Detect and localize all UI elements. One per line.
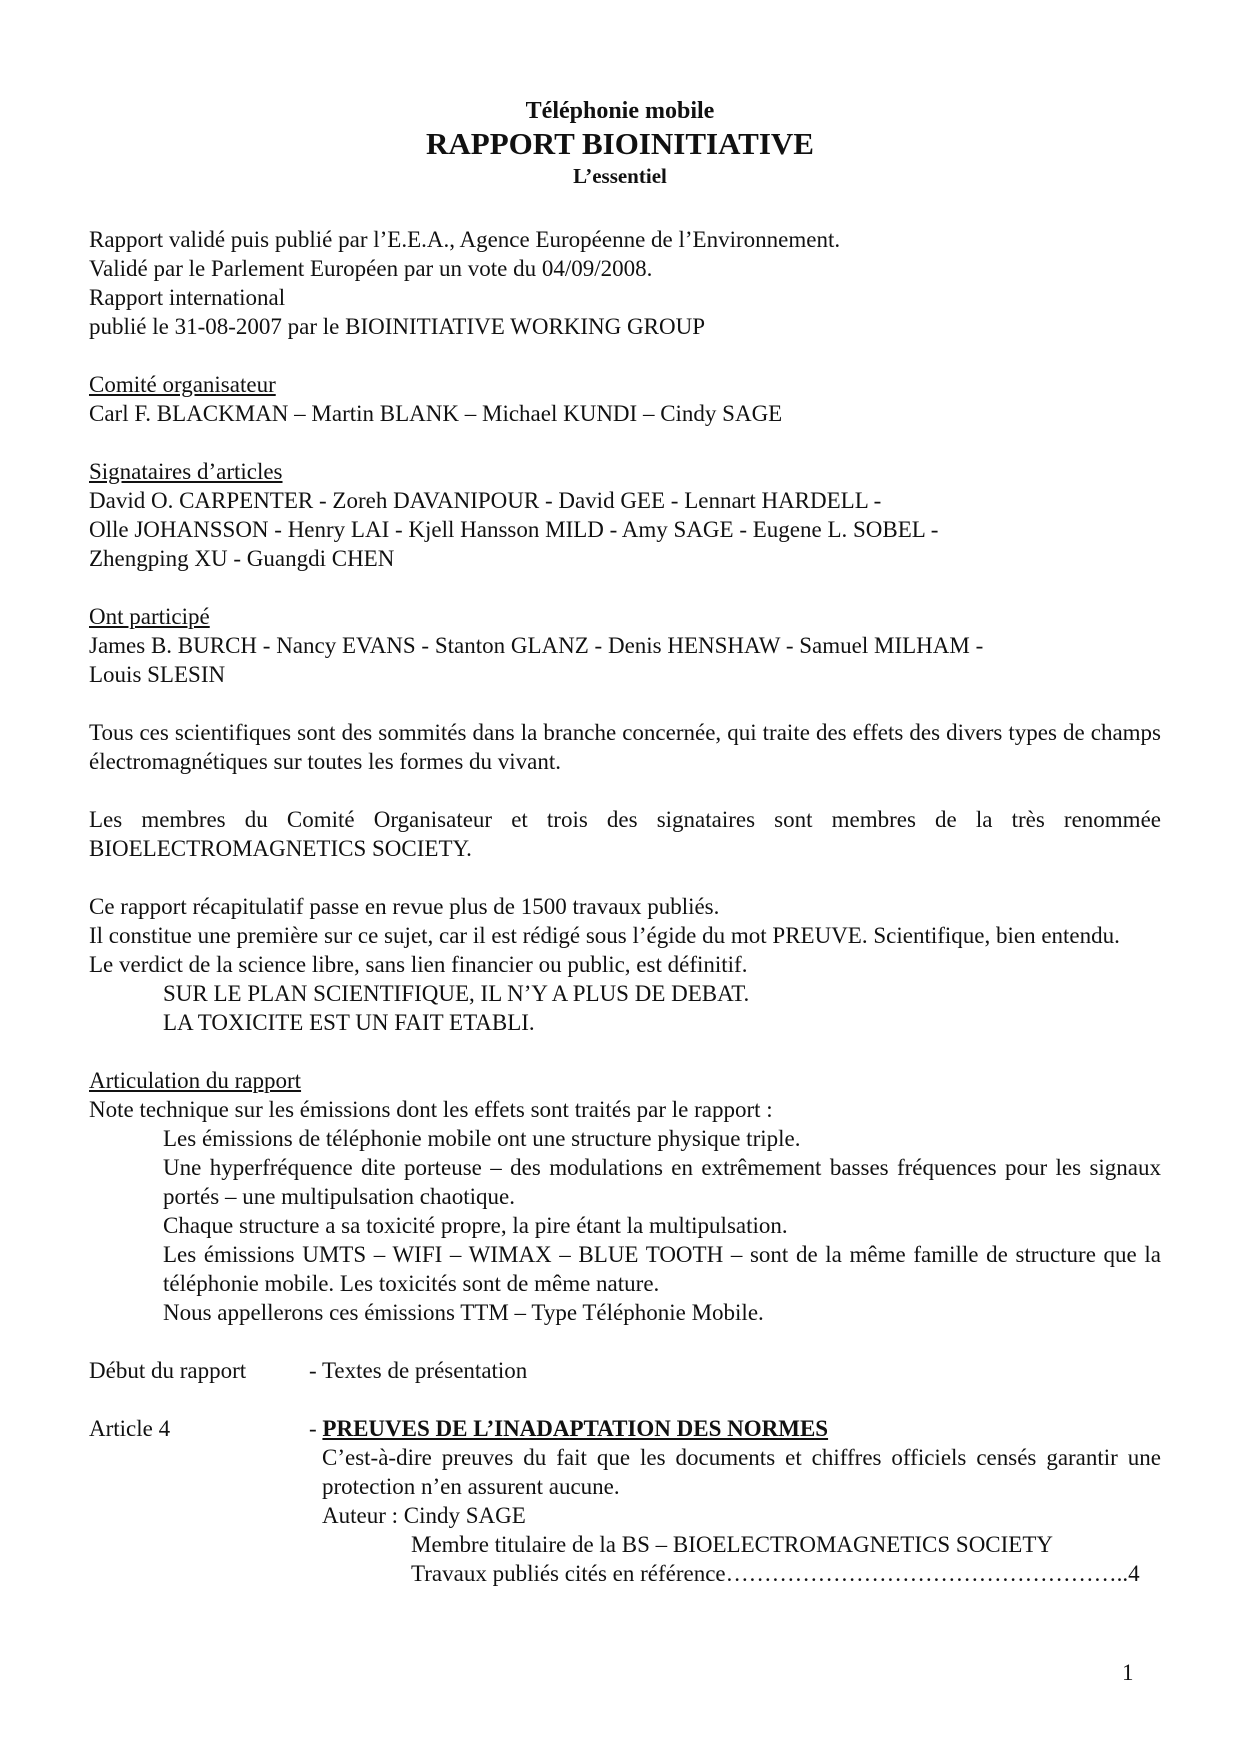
articulation-item: Chaque structure a sa toxicité propre, la pire étant la multipulsation. (163, 1213, 788, 1238)
caps-statement: SUR LE PLAN SCIENTIFIQUE, IL N’Y A PLUS DE DEBAT. (163, 981, 750, 1006)
participants-line: James B. BURCH - Nancy EVANS - Stanton GLANZ - Denis HENSHAW - Samuel MILHAM - (89, 633, 984, 658)
articulation-item: Les émissions de téléphonie mobile ont une structure physique triple. (163, 1126, 801, 1151)
articulation-item: Nous appellerons ces émissions TTM – Type Téléphonie Mobile. (163, 1300, 764, 1325)
header-subtitle: Téléphonie mobile (525, 98, 715, 124)
paragraph-recap: Il constitue une première sur ce sujet, car il est rédigé sous l’égide du mot PREUVE. Scientifique, bien entendu. (89, 923, 1120, 948)
toc-label: Début du rapport (89, 1358, 247, 1383)
signataires-heading: Signataires d’articles (89, 459, 283, 484)
participants-heading: Ont participé (89, 604, 210, 629)
signataires-line: Zhengping XU - Guangdi CHEN (89, 546, 395, 571)
toc-value: - Textes de présentation (309, 1358, 528, 1383)
signataires-line: David O. CARPENTER - Zoreh DAVANIPOUR - David GEE - Lennart HARDELL - (89, 488, 882, 513)
intro-line: Validé par le Parlement Européen par un vote du 04/09/2008. (89, 256, 653, 281)
author-membership: Membre titulaire de la BS – BIOELECTROMAGNETICS SOCIETY (411, 1532, 1054, 1557)
paragraph-scientifiques: Tous ces scientifiques sont des sommités dans la branche concernée, qui traite des effets des divers types de champs électromagnétiques sur toutes les formes du vivant. (89, 720, 1161, 774)
header-essentiel: L’essentiel (573, 164, 667, 188)
articulation-heading: Articulation du rapport (89, 1068, 302, 1093)
articulation-note: Note technique sur les émissions dont les effets sont traités par le rapport : (89, 1097, 773, 1122)
document-body (89, 225, 1161, 1588)
toc-row-debut (89, 1356, 1161, 1385)
paragraph-membres: Les membres du Comité Organisateur et trois des signataires sont membres de la très renommée BIOELECTROMAGNETICS SOCIETY. (89, 807, 1161, 861)
intro-line: Rapport validé puis publié par l’E.E.A., Agence Européenne de l’Environnement. (89, 227, 841, 252)
toc-entry-travaux: Travaux publiés cités en référence……………………………………………..4 (411, 1561, 1140, 1586)
participants-line: Louis SLESIN (89, 662, 226, 687)
page-number: 1 (1122, 1660, 1134, 1685)
toc-article-heading (309, 1414, 828, 1443)
paragraph-recap: Ce rapport récapitulatif passe en revue plus de 1500 travaux publiés. (89, 894, 720, 919)
intro-line: Rapport international (89, 285, 286, 310)
article-title: PREUVES DE L’INADAPTATION DES NORMES (322, 1416, 829, 1441)
document-title: RAPPORT BIOINITIATIVE (426, 126, 814, 161)
intro-line: publié le 31-08-2007 par le BIOINITIATIVE WORKING GROUP (89, 314, 705, 339)
comite-heading: Comité organisateur (89, 372, 276, 397)
caps-statement: LA TOXICITE EST UN FAIT ETABLI. (163, 1010, 535, 1035)
signataires-line: Olle JOHANSSON - Henry LAI - Kjell Hansson MILD - Amy SAGE - Eugene L. SOBEL - (89, 517, 939, 542)
article-description: C’est-à-dire preuves du fait que les documents et chiffres officiels censés garantir une protection n’en assurent aucune. (322, 1445, 1161, 1499)
toc-row-article-4 (89, 1414, 1161, 1443)
paragraph-recap: Le verdict de la science libre, sans lien financier ou public, est définitif. (89, 952, 748, 977)
articulation-item: Les émissions UMTS – WIFI – WIMAX – BLUE TOOTH – sont de la même famille de structure que la téléphonie mobile. Les toxicités sont de même nature. (163, 1242, 1161, 1296)
toc-label: Article 4 (89, 1416, 171, 1441)
toc-dash: - (309, 1416, 323, 1441)
articulation-item: Une hyperfréquence dite porteuse – des modulations en extrêmement basses fréquences pour les signaux portés – une multipulsation chaotique. (163, 1155, 1161, 1209)
comite-names: Carl F. BLACKMAN – Martin BLANK – Michael KUNDI – Cindy SAGE (89, 401, 783, 426)
article-author: Auteur : Cindy SAGE (322, 1503, 526, 1528)
document-header (0, 96, 1240, 190)
